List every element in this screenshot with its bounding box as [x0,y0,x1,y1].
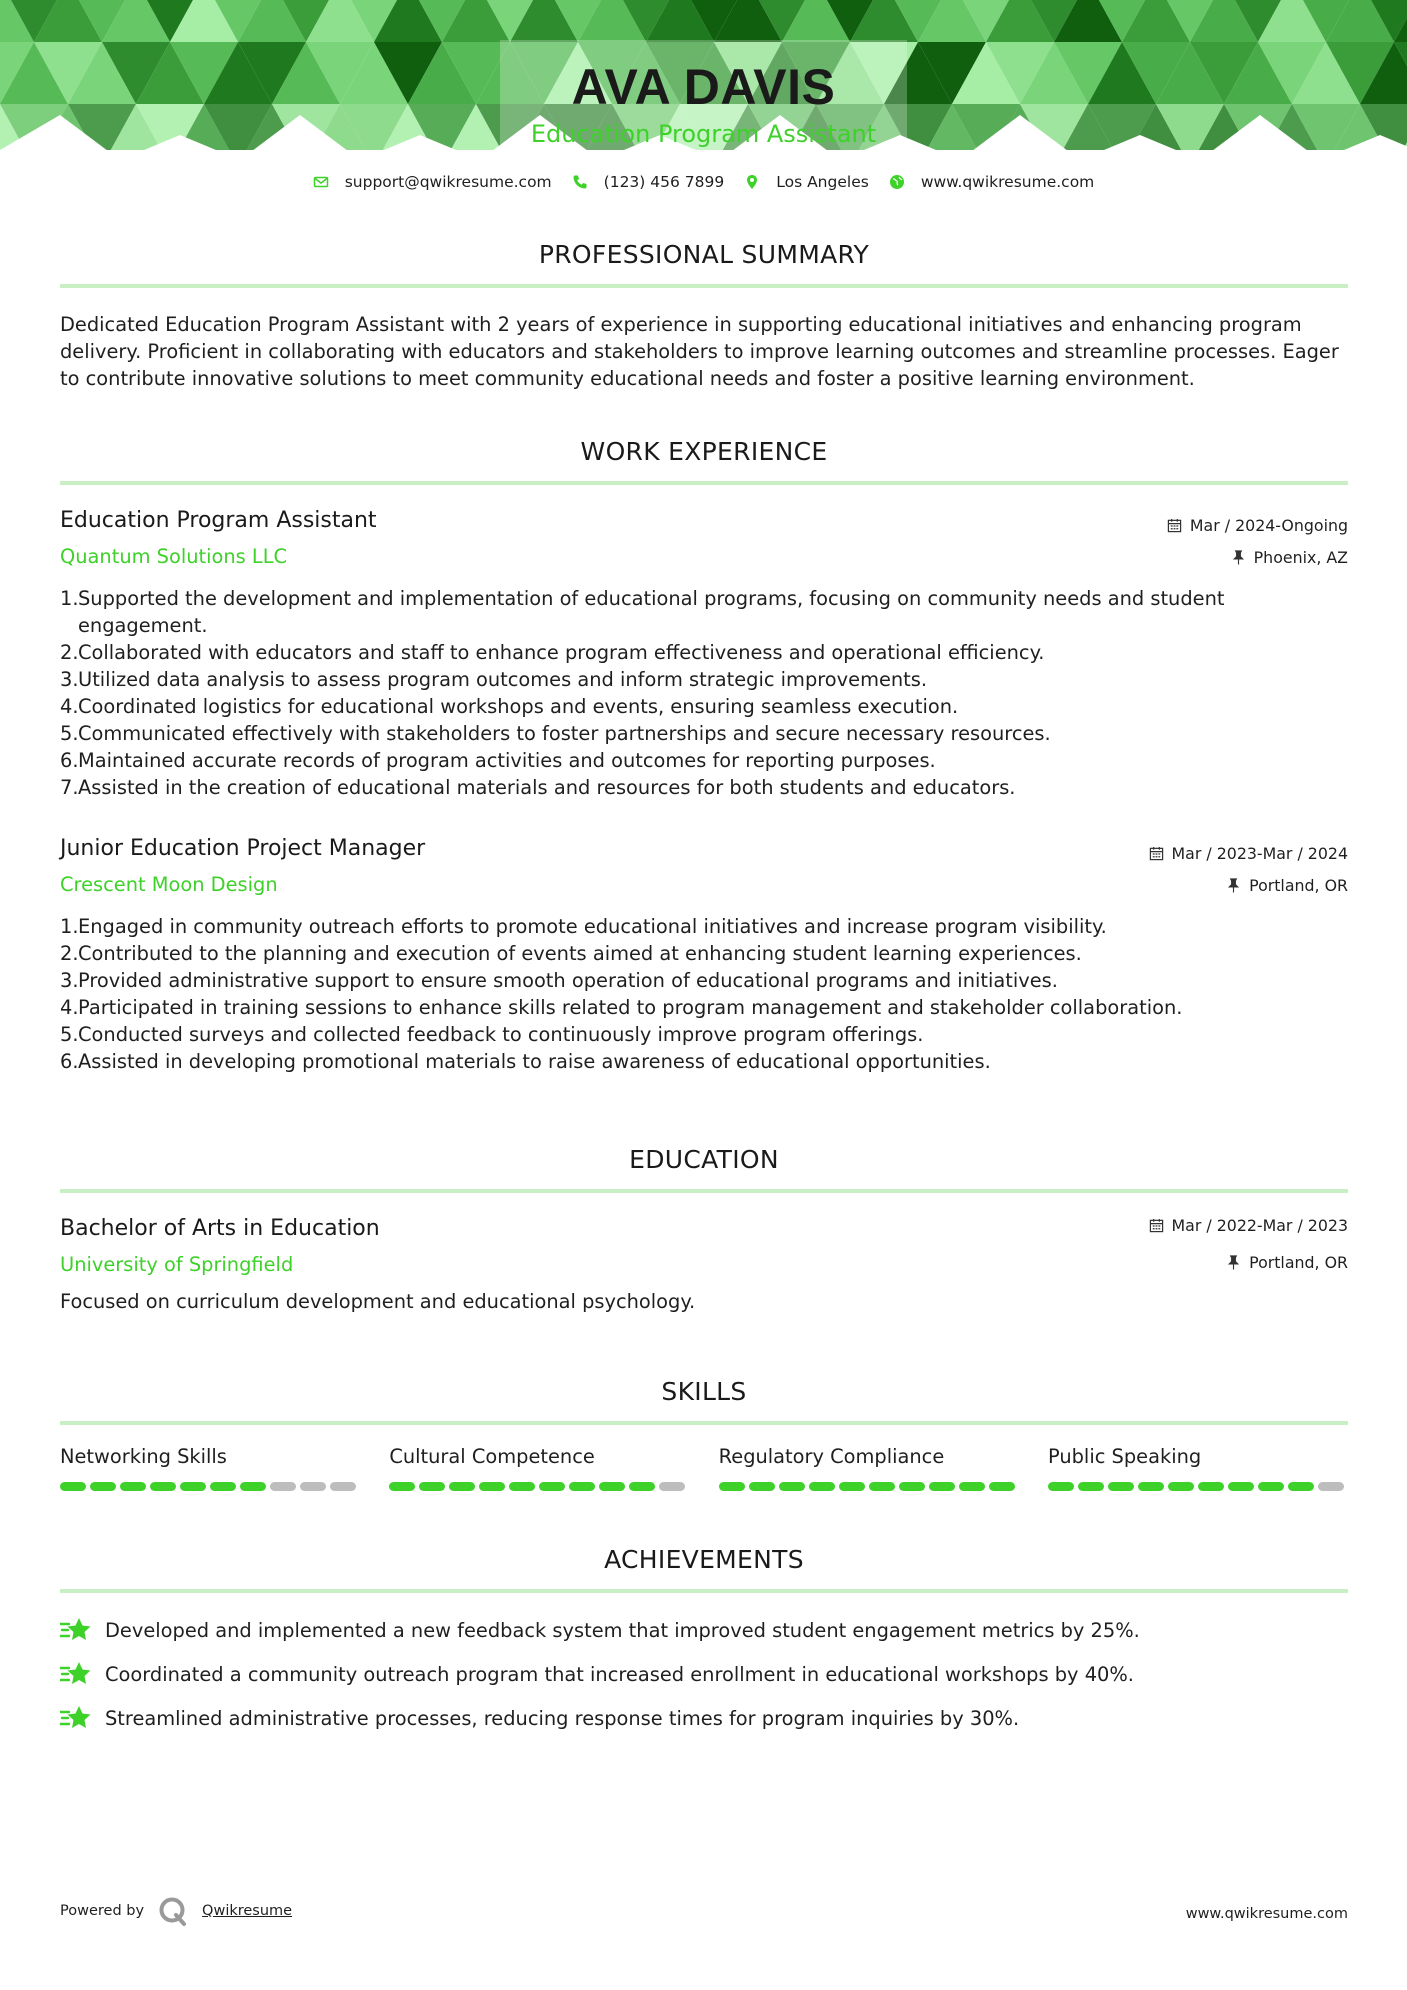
section-divider [60,481,1348,485]
list-item: 3. Provided administrative support to ensure smooth operation of educational programs and initiatives. [60,969,1058,992]
skill-level-segment [240,1482,266,1491]
pin-icon [1226,878,1241,893]
achievements-heading: ACHIEVEMENTS [604,1545,804,1574]
education-heading: EDUCATION [629,1145,779,1174]
globe-icon [889,174,905,190]
footer-website[interactable]: www.qwikresume.com [1185,1906,1348,1922]
achievement-item: Streamlined administrative processes, reducing response times for program inquiries by 30%. [60,1704,1019,1732]
education-school: University of Springfield [60,1253,294,1276]
calendar-icon [1149,846,1164,861]
skill-level-segment [719,1482,745,1491]
skill-level-segment [449,1482,475,1491]
skill-level-bar [389,1482,689,1491]
qwikresume-link[interactable]: Qwikresume [202,1903,293,1919]
skill-item [60,1445,360,1491]
contact-email[interactable] [313,173,552,191]
contact-website-text: www.qwikresume.com [920,173,1095,191]
achievement-item: Coordinated a community outreach program that increased enrollment in educational workshops by 40%. [60,1660,1134,1688]
skill-level-segment [1048,1482,1074,1491]
skill-level-segment [989,1482,1015,1491]
job-location [1226,876,1348,895]
list-item: 1. Engaged in community outreach efforts to promote educational initiatives and increase program visibility. [60,915,1107,938]
skill-level-segment [300,1482,326,1491]
list-item: 4. Participated in training sessions to enhance skills related to program management and stakeholder collaboration. [60,996,1183,1019]
powered-by-label: Powered by [60,1903,145,1919]
education-dates-text: Mar / 2022-Mar / 2023 [1171,1216,1348,1235]
education-description: Focused on curriculum development and educational psychology. [60,1290,696,1313]
skill-level-segment [1318,1482,1344,1491]
skill-level-segment [779,1482,805,1491]
candidate-role: Education Program Assistant [530,120,877,148]
list-item: 4. Coordinated logistics for educational workshops and events, ensuring seamless execution. [60,695,959,718]
skill-level-segment [1198,1482,1224,1491]
contact-email-text: support@qwikresume.com [344,173,552,191]
skill-level-segment [270,1482,296,1491]
job-bullets [60,913,1330,1075]
education-location-text: Portland, OR [1249,1253,1348,1272]
skill-level-segment [1168,1482,1194,1491]
skill-level-segment [1138,1482,1164,1491]
list-item: 2. Collaborated with educators and staff to enhance program effectiveness and operational efficiency. [60,641,1045,664]
star-icon [60,1704,92,1732]
skill-name: Networking Skills [60,1445,227,1468]
list-item: 5. Conducted surveys and collected feedback to continuously improve program offerings. [60,1023,924,1046]
experience-heading: WORK EXPERIENCE [580,437,828,466]
skill-level-segment [1108,1482,1134,1491]
skill-level-segment [929,1482,955,1491]
skill-item [389,1445,689,1491]
job-dates-text: Mar / 2024-Ongoing [1189,516,1348,535]
education-degree: Bachelor of Arts in Education [60,1216,380,1241]
skill-level-bar [1048,1482,1348,1491]
footer-powered-by [60,1896,292,1926]
list-item: 6. Maintained accurate records of program activities and outcomes for reporting purposes. [60,749,936,772]
job-title: Junior Education Project Manager [60,836,426,861]
section-divider [60,1421,1348,1425]
section-divider [60,1189,1348,1193]
envelope-icon [313,174,329,190]
skill-level-segment [1228,1482,1254,1491]
skill-level-bar [719,1482,1019,1491]
section-divider [60,284,1348,288]
pin-icon [1226,1255,1241,1270]
contact-website[interactable] [889,173,1094,191]
skills-list [60,1445,1348,1491]
skill-level-segment [120,1482,146,1491]
skill-level-segment [509,1482,535,1491]
job-location-text: Portland, OR [1249,876,1348,895]
contact-location [744,173,869,191]
contact-location-text: Los Angeles [776,173,869,191]
skill-level-segment [749,1482,775,1491]
job-company: Crescent Moon Design [60,873,278,896]
skill-level-segment [180,1482,206,1491]
education-dates [1149,1216,1348,1235]
job-company: Quantum Solutions LLC [60,545,288,568]
map-marker-icon [744,174,760,190]
job-bullets [60,585,1330,801]
skill-item [1048,1445,1348,1491]
summary-text: Dedicated Education Program Assistant with 2 years of experience in supporting educational initiatives and enhancing program delivery. Proficient in collaborating with educators and stakeholders to improve learning outcomes and streamline processes. Eager to contribute innovative solutions to meet community educational needs and foster a positive learning environment. [60,313,1339,390]
skill-level-segment [90,1482,116,1491]
skill-level-segment [479,1482,505,1491]
skill-level-segment [60,1482,86,1491]
skill-level-segment [1078,1482,1104,1491]
skill-level-segment [210,1482,236,1491]
job-dates-text: Mar / 2023-Mar / 2024 [1171,844,1348,863]
job-dates [1167,516,1348,535]
skill-level-segment [839,1482,865,1491]
skill-level-segment [869,1482,895,1491]
skill-level-segment [569,1482,595,1491]
skill-level-segment [599,1482,625,1491]
job-location-text: Phoenix, AZ [1253,548,1348,567]
achievement-item: Developed and implemented a new feedback system that improved student engagement metrics by 25%. [60,1616,1140,1644]
list-item: 7. Assisted in the creation of educational materials and resources for both students and educators. [60,776,1016,799]
skill-level-segment [959,1482,985,1491]
skill-level-segment [539,1482,565,1491]
skill-name: Cultural Competence [389,1445,595,1468]
skill-level-segment [629,1482,655,1491]
list-item: 3. Utilized data analysis to assess program outcomes and inform strategic improvements. [60,668,928,691]
calendar-icon [1167,518,1182,533]
contact-bar [0,173,1407,191]
skill-level-segment [1258,1482,1284,1491]
skill-level-segment [659,1482,685,1491]
skill-level-segment [150,1482,176,1491]
phone-icon [572,174,588,190]
job-dates [1149,844,1348,863]
skill-name: Regulatory Compliance [718,1445,945,1468]
skill-level-segment [330,1482,356,1491]
star-icon [60,1660,92,1688]
skill-level-bar [60,1482,360,1491]
job-location [1231,548,1348,567]
skills-heading: SKILLS [661,1377,747,1406]
calendar-icon [1149,1218,1164,1233]
skill-name: Public Speaking [1047,1445,1202,1468]
list-item: 6. Assisted in developing promotional materials to raise awareness of educational opportunities. [60,1050,991,1073]
skill-item [719,1445,1019,1491]
skill-level-segment [1288,1482,1314,1491]
skill-level-segment [809,1482,835,1491]
contact-phone-text: (123) 456 7899 [603,173,725,191]
section-divider [60,1589,1348,1593]
star-icon [60,1616,92,1644]
summary-heading: PROFESSIONAL SUMMARY [538,240,870,269]
contact-phone[interactable] [572,173,725,191]
education-location [1226,1253,1348,1272]
list-item: 2. Contributed to the planning and execution of events aimed at enhancing student learning experiences. [60,942,1082,965]
qwikresume-logo-icon [158,1896,188,1926]
pin-icon [1231,550,1246,565]
job-title: Education Program Assistant [60,508,377,533]
candidate-name: AVA DAVIS [571,59,836,115]
skill-level-segment [419,1482,445,1491]
list-item: 5. Communicated effectively with stakeholders to foster partnerships and secure necessary resources. [60,722,1051,745]
list-item: 1. Supported the development and implementation of educational programs, focusing on community needs and student engagement. [60,587,1225,637]
skill-level-segment [389,1482,415,1491]
skill-level-segment [899,1482,925,1491]
